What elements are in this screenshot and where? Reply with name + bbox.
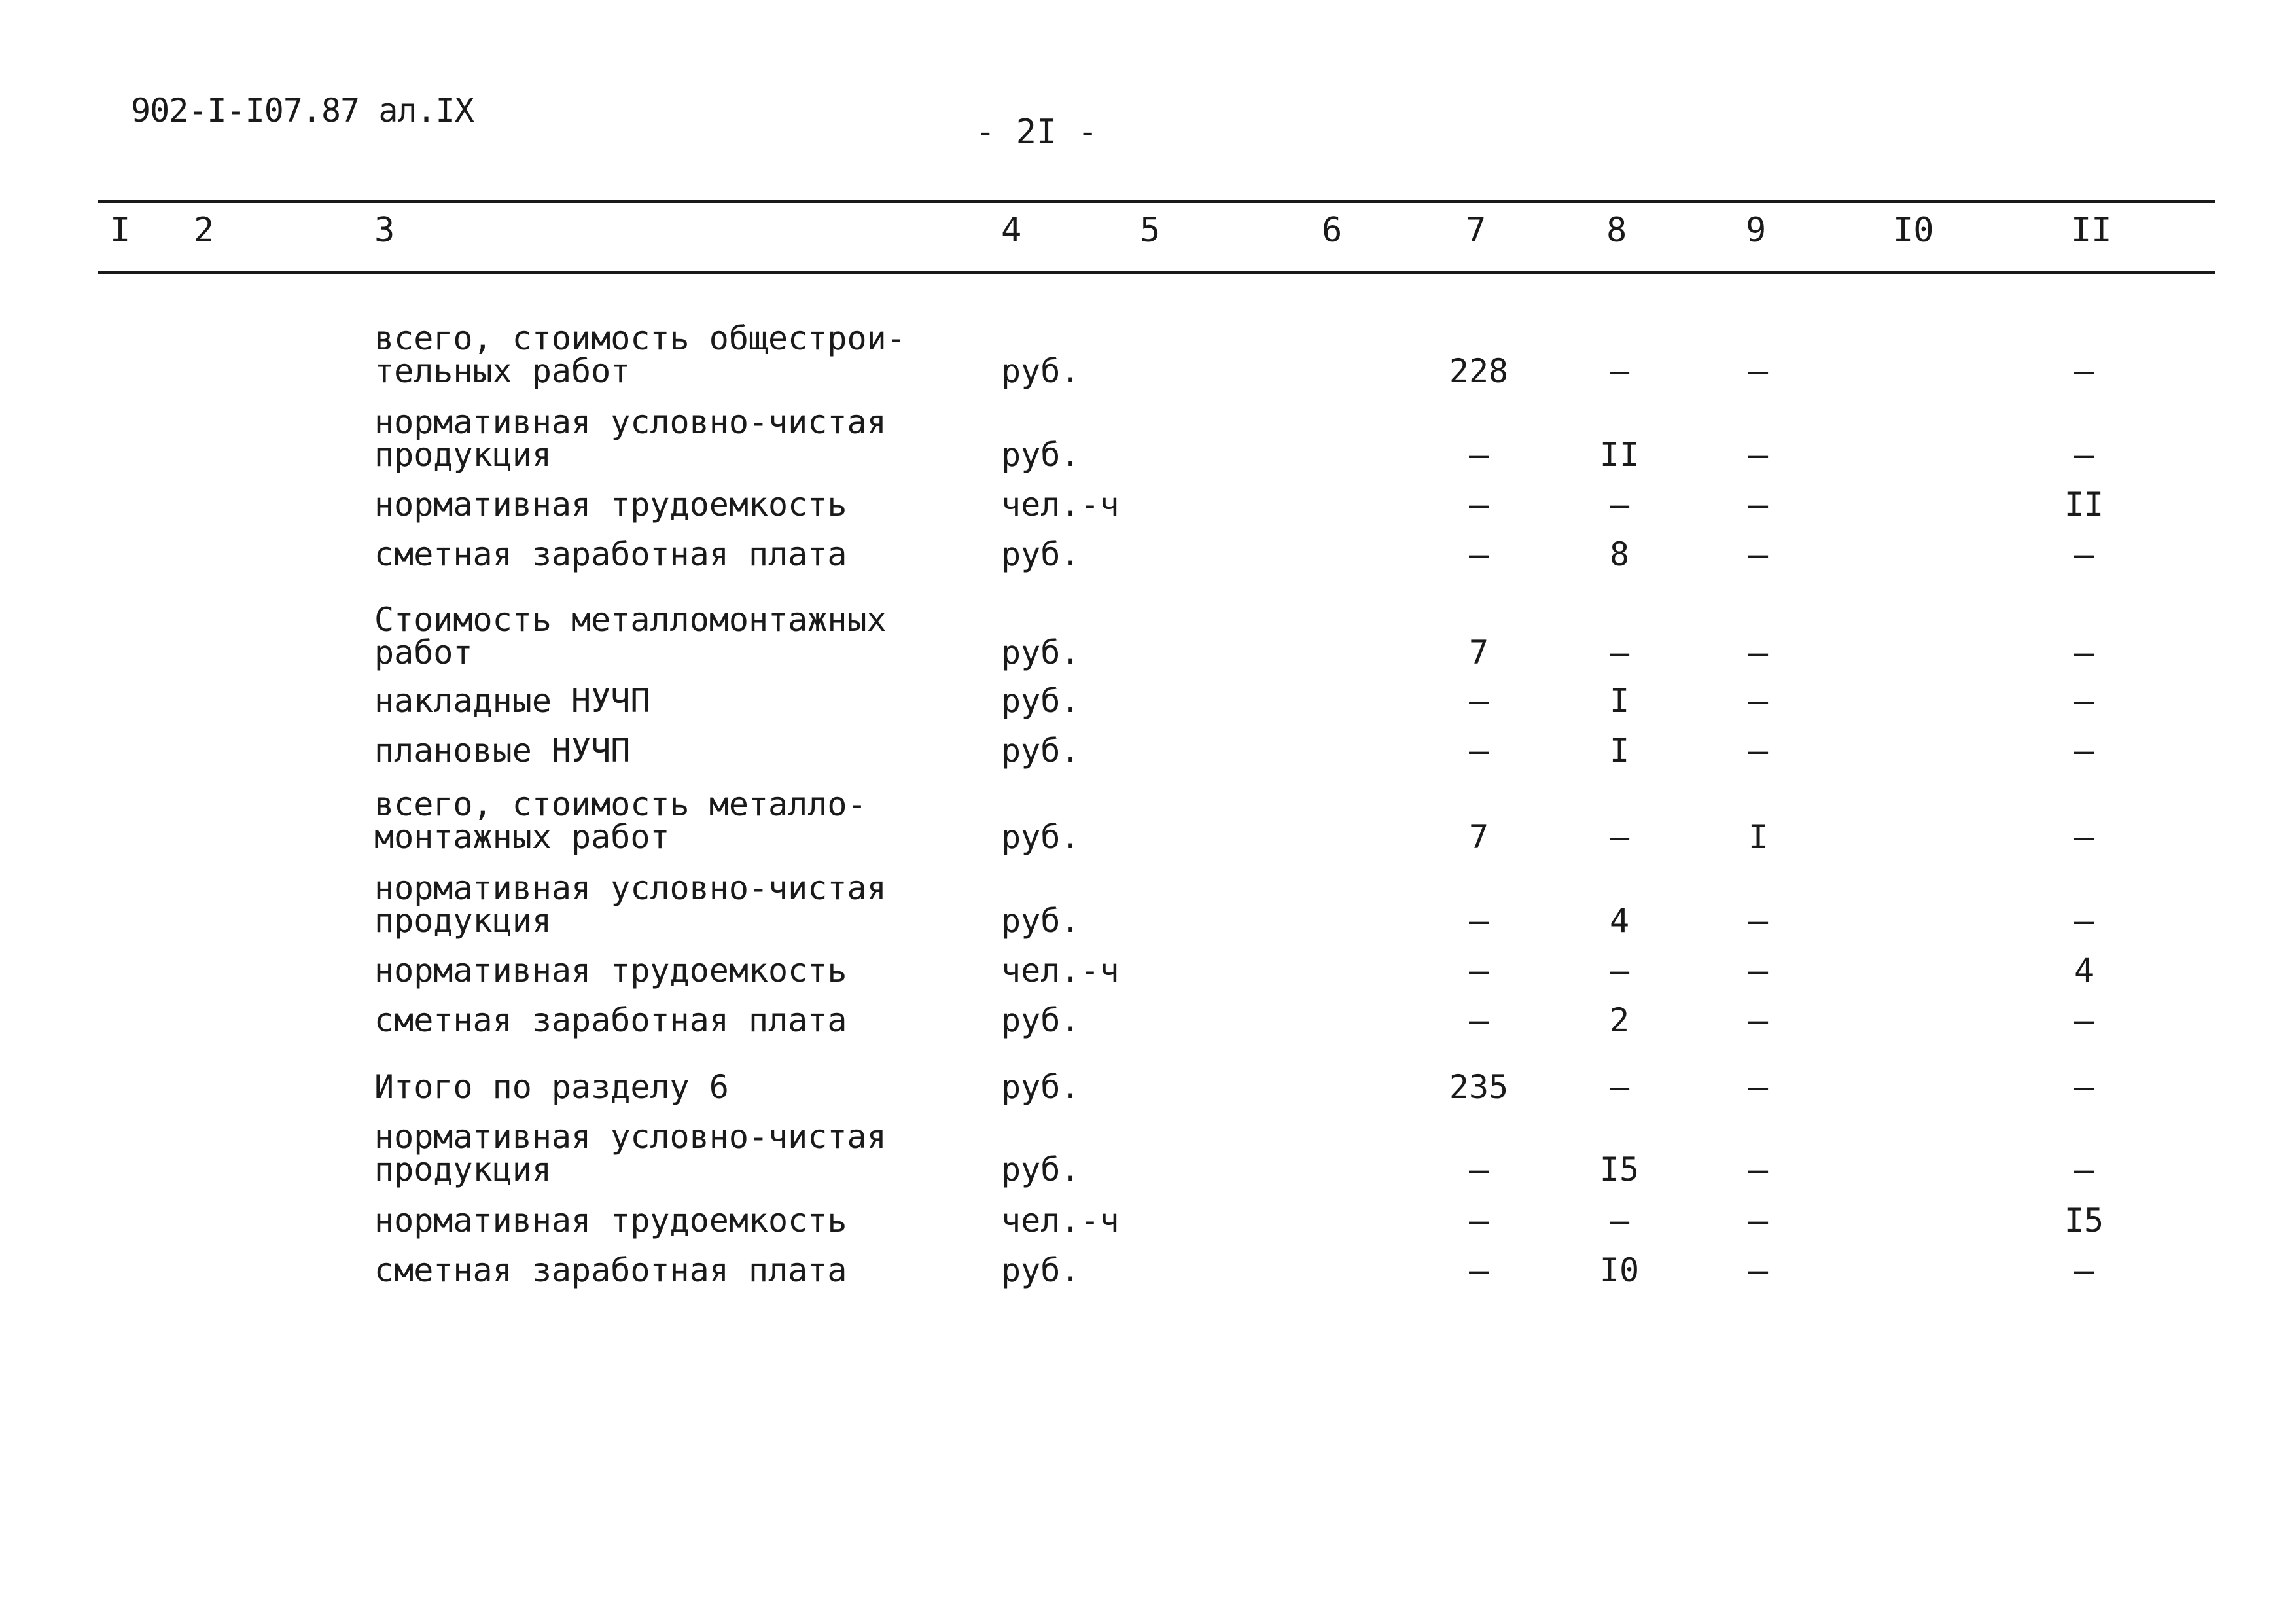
row-col11-value: – <box>2074 732 2094 770</box>
column-header-2: 2 <box>194 211 215 250</box>
row-unit: руб. <box>1001 1001 1080 1039</box>
row-col11-value: – <box>2074 818 2094 856</box>
row-unit: руб. <box>1001 633 1080 671</box>
row-col9-value: – <box>1748 1251 1769 1289</box>
row-col8-value: II <box>1599 436 1640 474</box>
row-col9-value: – <box>1748 902 1769 940</box>
row-col9-value: – <box>1748 1150 1769 1188</box>
row-unit: руб. <box>1001 535 1080 573</box>
row-col7-value: – <box>1468 1001 1489 1039</box>
row-col8-value: I <box>1609 682 1630 720</box>
row-col8-value: 4 <box>1609 902 1630 940</box>
row-col9-value: – <box>1748 1068 1769 1106</box>
row-col7-value: – <box>1468 436 1489 474</box>
row-col7-value: – <box>1468 902 1489 940</box>
row-description: нормативная условно-чистая продукция <box>374 403 887 474</box>
row-description: Стоимость металломонтажных работ <box>374 601 887 671</box>
row-unit: руб. <box>1001 818 1080 856</box>
row-col11-value: II <box>2064 486 2104 524</box>
row-description: сметная заработная плата <box>374 1251 847 1289</box>
row-col8-value: – <box>1609 352 1630 390</box>
row-col7-value: – <box>1468 682 1489 720</box>
row-description: накладные НУЧП <box>374 682 650 720</box>
document-code: 902-I-I07.87 ал.IX <box>131 92 474 130</box>
column-header-5: 5 <box>1140 211 1161 250</box>
row-description: плановые НУЧП <box>374 732 631 770</box>
row-description: нормативная трудоемкость <box>374 1202 847 1240</box>
row-col8-value: 2 <box>1609 1001 1630 1039</box>
column-header-9: 9 <box>1746 211 1767 250</box>
row-unit: руб. <box>1001 682 1080 720</box>
row-col9-value: – <box>1748 486 1769 524</box>
row-description: нормативная условно-чистая продукция <box>374 869 887 940</box>
row-col7-value: – <box>1468 952 1489 990</box>
row-col11-value: – <box>2074 633 2094 671</box>
row-col11-value: – <box>2074 436 2094 474</box>
row-col9-value: – <box>1748 682 1769 720</box>
row-unit: руб. <box>1001 1251 1080 1289</box>
row-col7-value: – <box>1468 1202 1489 1240</box>
row-col7-value: – <box>1468 535 1489 573</box>
column-header-8: 8 <box>1606 211 1627 250</box>
table-header-rule <box>98 271 2215 274</box>
row-unit: руб. <box>1001 352 1080 390</box>
row-description: нормативная трудоемкость <box>374 952 847 990</box>
row-col7-value: – <box>1468 1150 1489 1188</box>
row-col8-value: – <box>1609 1068 1630 1106</box>
page-number: - 2I - <box>975 113 1098 152</box>
row-description: Итого по разделу 6 <box>374 1068 729 1106</box>
column-header-7: 7 <box>1466 211 1487 250</box>
row-col8-value: – <box>1609 486 1630 524</box>
row-unit: чел.-ч <box>1001 486 1120 524</box>
row-col11-value: – <box>2074 1150 2094 1188</box>
row-col11-value: – <box>2074 352 2094 390</box>
row-col9-value: – <box>1748 633 1769 671</box>
row-col9-value: – <box>1748 952 1769 990</box>
row-col9-value: – <box>1748 1001 1769 1039</box>
row-col9-value: – <box>1748 732 1769 770</box>
column-header-1: I <box>110 211 131 250</box>
row-col11-value: – <box>2074 682 2094 720</box>
row-col8-value: I5 <box>1599 1150 1640 1188</box>
row-unit: руб. <box>1001 436 1080 474</box>
row-col8-value: – <box>1609 952 1630 990</box>
row-col7-value: 7 <box>1468 818 1489 856</box>
row-col8-value: – <box>1609 1202 1630 1240</box>
row-col9-value: – <box>1748 1202 1769 1240</box>
column-header-10: I0 <box>1893 211 1934 250</box>
row-col11-value: 4 <box>2074 952 2094 990</box>
row-col7-value: 228 <box>1449 352 1509 390</box>
row-col8-value: 8 <box>1609 535 1630 573</box>
row-description: нормативная условно-чистая продукция <box>374 1118 887 1188</box>
row-col11-value: I5 <box>2064 1202 2104 1240</box>
row-unit: руб. <box>1001 1150 1080 1188</box>
row-col9-value: – <box>1748 352 1769 390</box>
row-description: сметная заработная плата <box>374 1001 847 1039</box>
row-unit: чел.-ч <box>1001 952 1120 990</box>
table-top-rule <box>98 200 2215 203</box>
row-col7-value: – <box>1468 732 1489 770</box>
row-col7-value: 7 <box>1468 633 1489 671</box>
column-header-4: 4 <box>1001 211 1022 250</box>
row-unit: руб. <box>1001 1068 1080 1106</box>
row-col9-value: I <box>1748 818 1769 856</box>
row-col11-value: – <box>2074 1251 2094 1289</box>
row-col8-value: – <box>1609 818 1630 856</box>
row-col8-value: I0 <box>1599 1251 1640 1289</box>
column-header-3: 3 <box>374 211 395 250</box>
row-description: сметная заработная плата <box>374 535 847 573</box>
row-col9-value: – <box>1748 535 1769 573</box>
row-col8-value: – <box>1609 633 1630 671</box>
row-col7-value: – <box>1468 1251 1489 1289</box>
row-col9-value: – <box>1748 436 1769 474</box>
row-description: всего, стоимость металло- монтажных работ <box>374 785 867 856</box>
row-unit: чел.-ч <box>1001 1202 1120 1240</box>
row-col11-value: – <box>2074 1068 2094 1106</box>
column-header-6: 6 <box>1322 211 1343 250</box>
row-description: всего, стоимость общестрои- тельных работ <box>374 319 906 390</box>
row-col11-value: – <box>2074 1001 2094 1039</box>
row-col11-value: – <box>2074 535 2094 573</box>
column-header-11: II <box>2071 211 2112 250</box>
row-description: нормативная трудоемкость <box>374 486 847 524</box>
row-col11-value: – <box>2074 902 2094 940</box>
row-unit: руб. <box>1001 732 1080 770</box>
row-col8-value: I <box>1609 732 1630 770</box>
row-unit: руб. <box>1001 902 1080 940</box>
row-col7-value: 235 <box>1449 1068 1509 1106</box>
row-col7-value: – <box>1468 486 1489 524</box>
